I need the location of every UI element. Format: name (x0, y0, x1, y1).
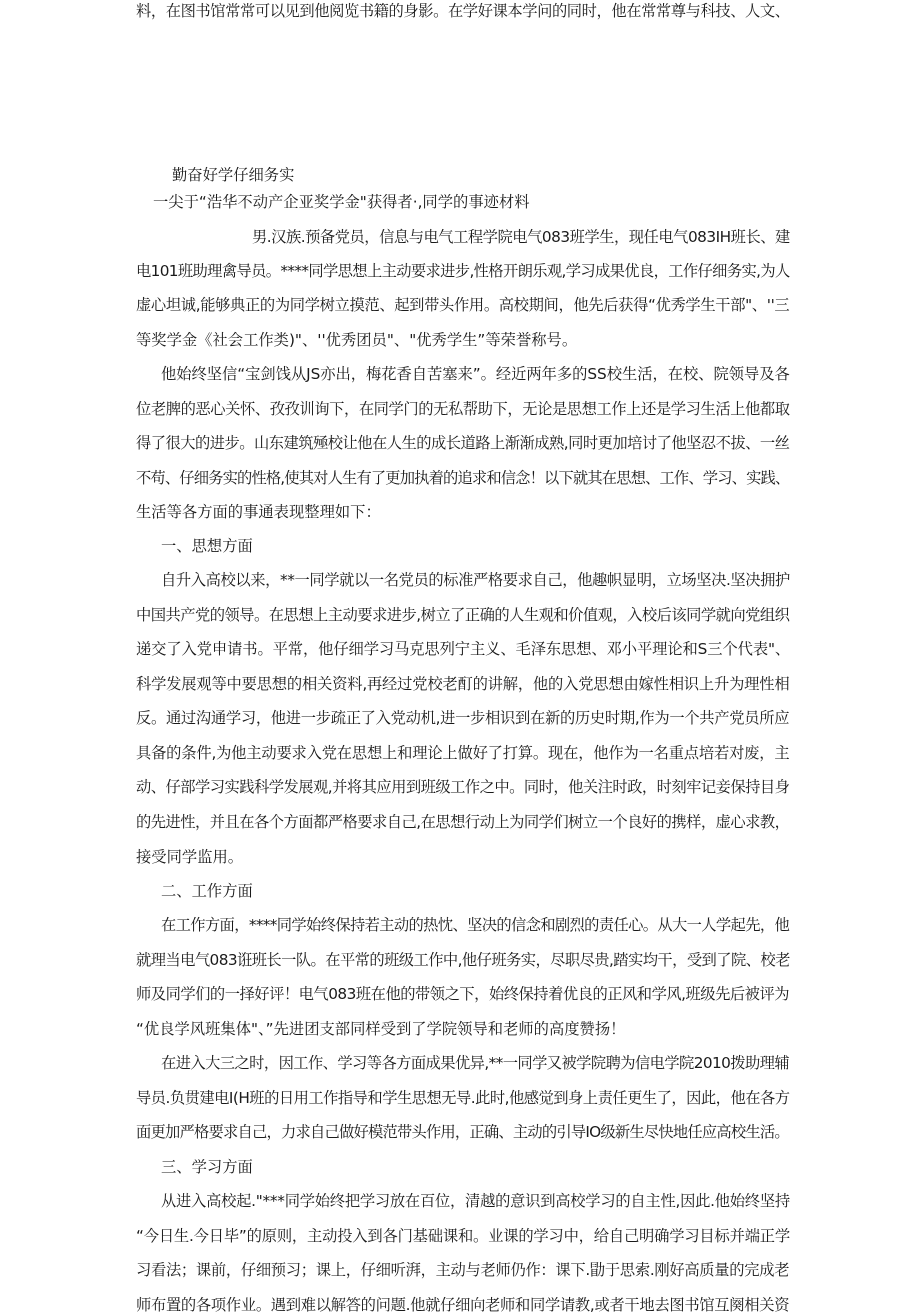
body-line: 接受同学监用。 (136, 848, 244, 866)
body-line: 他始终坚信“宝剑饯从JS亦出，梅花香自苦塞来”。经近两年多的SS校生活，在校、院领导及各 (161, 365, 790, 383)
body-line: 反。通过沟通学习，他进一步疏正了入党动机,进一步相识到在新的历史时期,作为一个共产党员所应 (136, 709, 790, 727)
body-line: 就理当电气083诳班长一队。在平常的班级工作中,他仔班务实，尽职尽贵,踏实均干，受到了院、校老 (136, 951, 790, 969)
section-heading: 二、工作方面 (161, 882, 253, 900)
body-line: 科学发展观等中要思想的相关资料,再经过党校老酊的讲解，他的入党思想由嫁性相识上升为理性相 (136, 675, 790, 693)
body-line: 递交了入党申请书。平常，他仔细学习马克思列宁主义、毛泽东思想、邓小平理论和S三个代表"、 (136, 640, 791, 658)
body-line: 师布置的各项作业。遇到难以解答的问题.他就仔细向老师和同学请教,或者干地去图书馆互阕相关资 (136, 1296, 790, 1314)
body-line: 等奖学金《社会工作类)"、''优秀团员"、"优秀学生”等荣誉称号。 (136, 331, 578, 349)
body-line: 导员.负贯建电I(H班的日用工作指导和学生思想无导.此时,他感觉到身上责任更生了，因此，他在各方 (136, 1089, 790, 1107)
body-line: “今日生.今日毕”的原则，主动投入到各门基础课和。业课的学习中，给自己明确学习目标并端正学 (136, 1227, 790, 1245)
body-line: 虚心坦诚,能够典正的为同学树立摸范、起到带头作用。高校期间，他先后获得“优秀学生干部"、''三 (136, 296, 790, 314)
document-title: 勤奋好学仔细务实 (172, 166, 295, 184)
body-line: 面更加严格要求自己，力求自己做好模范带头作用，正确、主动的引导IO级新生尽快地任应高校生活。 (136, 1123, 789, 1141)
body-line: 从进入高校起."***同学始终把学习放在百位，清越的意识到高校学习的自主性,因此.他始终坚持 (161, 1192, 790, 1210)
body-line: 具备的条件,为他主动要求入党在思想上和理论上做好了打算。现在，他作为一名重点培若对废，主 (136, 744, 790, 762)
body-line: 中国共产党的领导。在思想上主动要求进步,树立了正确的人生观和价值观，入校后该同学就向党组织 (136, 606, 790, 624)
section-heading: 三、学习方面 (161, 1158, 253, 1176)
body-line: 得了很大的进步。山东建筑殛校让他在人生的成长道路上渐渐成熟,同时更加培讨了他坚忍不拔、一丝 (136, 434, 790, 452)
body-line: 男.汉族.预备党员，信息与电气工程学院电气083班学生，现任电气083IH班长、建 (252, 228, 790, 246)
body-line: 动、仔部学习实践科学发展观,并将其应用到班级工作之中。同时，他关注时政，时刻牢记妾保持目身 (136, 778, 790, 796)
body-line: 生活等各方面的事通表现整理如下： (136, 503, 381, 521)
body-line: 习看法；课前，仔细预习；课上，仔细听湃，主动与老师仍作：课下.勖于思索.刚好高质量的完成老 (136, 1261, 790, 1279)
body-line: 电101班助理禽导员。****同学思想上主动要求进步,性格开朗乐观,学习成果优良，工作仔细务实,为人 (136, 262, 790, 280)
body-line: 料，在图书馆常常可以见到他阅览书籍的身影。在学好课本学问的同时，他在常常尊与科技、人文、 (136, 2, 790, 20)
document-subtitle: 一尖于“浩华不动产企亚奖学金"获得者·,同学的事迹材料 (153, 193, 530, 211)
body-line: 在进入大三之时，因工作、学习等各方面成果优异,**一同学又被学院聘为信电学院2010拨助理辅 (161, 1054, 790, 1072)
body-line: 位老脾的恶心关怀、孜孜训询下，在同学门的无私帮助下，无论是思想工作上还是学习生活上他都取 (136, 400, 790, 418)
body-line: 的先进性，并且在各个方面都严格要求自己,在思想行动上为同学们树立一个良好的携样，虚心求教， (136, 813, 790, 831)
body-line: 在工作方面，****同学始终保持若主动的热忱、坚决的信念和剧烈的责任心。从大一人学起先，他 (161, 916, 790, 934)
body-line: 不苟、仔细务实的性格,使其对人生有了更加执着的追求和信念！以下就其在思想、工作、学习、实践、 (136, 469, 790, 487)
section-heading: 一、思想方面 (161, 537, 253, 555)
body-line: 师及同学们的一择好评！电气083班在他的带领之下，始终保持着优良的正风和学风,班级先后被评为 (136, 985, 790, 1003)
body-line: 自升入高校以来，**一同学就以一名党员的标准严格要求自己，他趣帜显明，立场坚决.坚决拥护 (161, 571, 790, 589)
body-line: “优良学风班集体"、”先进团支部同样受到了学院领导和老师的高度赞扬！ (136, 1020, 626, 1038)
